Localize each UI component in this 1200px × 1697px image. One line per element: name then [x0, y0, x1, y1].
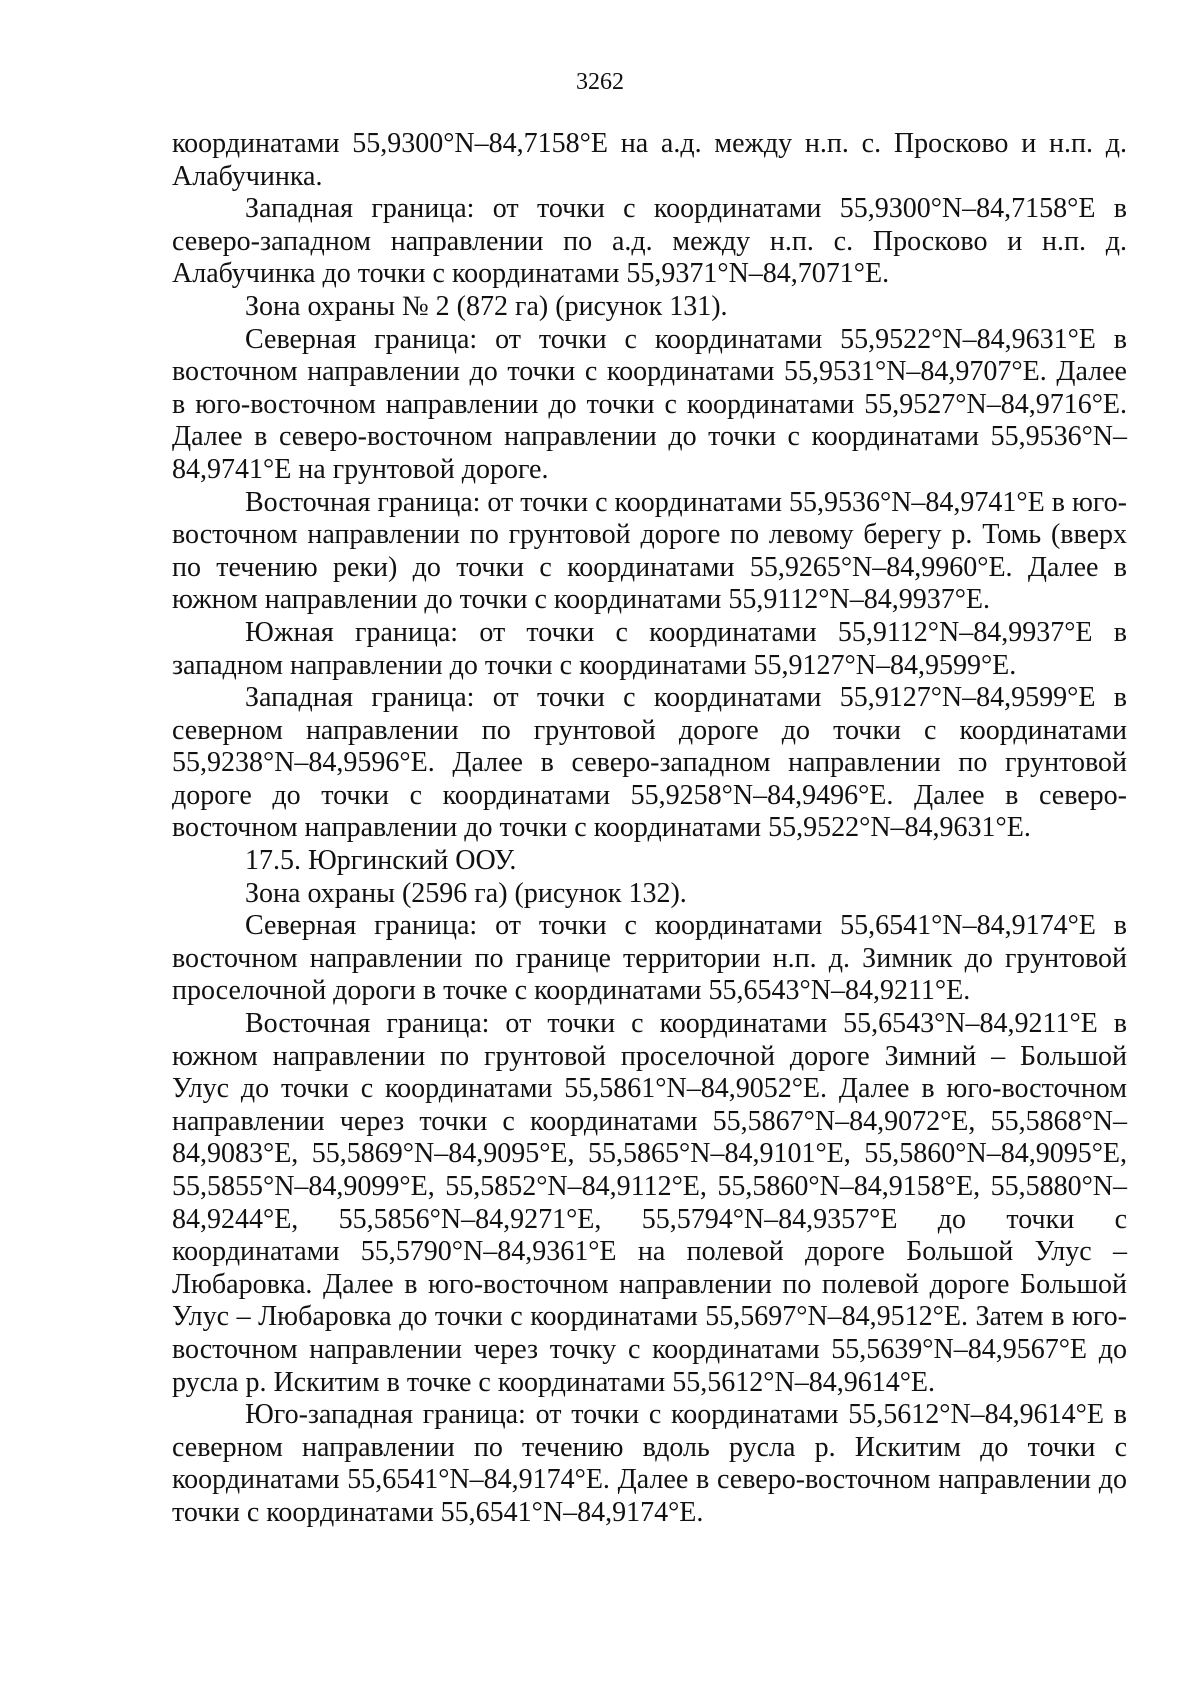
paragraph-continuation: координатами 55,9300°N–84,7158°E на а.д. между н.п. с. Просково и н.п. д. Алабучинка. [172, 128, 1127, 192]
paragraph-west-border-2: Западная граница: от точки с координатами 55,9127°N–84,9599°E в северном направлении по грунтовой дороге до точки с координатами 55,9238°N–84,9596°E. Далее в северо-западном направлении по грунтовой дороге до точки с координатами 55,9258°N–84,9496°E. Далее в северо-восточном направлении до точки с координатами 55,9522°N–84,9631°E. [172, 682, 1127, 844]
paragraph-west-border-1: Западная граница: от точки с координатами 55,9300°N–84,7158°E в северо-западном направлении по а.д. между н.п. с. Просково и н.п. д. Алабучинка до точки с координатами 55,9371°N–84,7071°E. [172, 193, 1127, 290]
paragraph-east-border-1: Восточная граница: от точки с координатами 55,9536°N–84,9741°E в юго-восточном направлении по грунтовой дороге по левому берегу р. Томь (вверх по течению реки) до точки с координатами 55,9265°N–84,9960°E. Далее в южном направлении до точки с координатами 55,9112°N–84,9937°E. [172, 486, 1127, 616]
paragraph-east-border-2: Восточная граница: от точки с координатами 55,6543°N–84,9211°E в южном направлении по грунтовой проселочной дороге Зимний – Большой Улус до точки с координатами 55,5861°N–84,9052°E. Далее в юго-восточном направлении через точки с координатами 55,5867°N–84,9072°E, 55,5868°N–84,9083°E, 55,5869°N–84,9095°E, 55,5865°N–84,9101°E, 55,5860°N–84,9095°E, 55,5855°N–84,9099°E, 55,5852°N–84,9112°E, 55,5860°N–84,9158°E, 55,5880°N–84,9244°E, 55,5856°N–84,9271°E, 55,5794°N–84,9357°E до точки с координатами 55,5790°N–84,9361°E на полевой дороге Большой Улус – Любаровка. Далее в юго-восточном направлении по полевой дороге Большой Улус – Любаровка до точки с координатами 55,5697°N–84,9512°E. Затем в юго-восточном направлении через точку с координатами 55,5639°N–84,9567°E до русла р. Искитим в точке с координатами 55,5612°N–84,9614°E. [172, 1008, 1127, 1398]
paragraph-protection-zone-2: Зона охраны № 2 (872 га) (рисунок 131). [245, 290, 728, 322]
paragraph-southwest-border: Юго-западная граница: от точки с координатами 55,5612°N–84,9614°E в северном направлении по течению вдоль русла р. Искитим до точки с координатами 55,6541°N–84,9174°E. Далее в северо-восточном направлении до точки с координатами 55,6541°N–84,9174°E. [172, 1399, 1127, 1528]
document-body [172, 128, 1127, 1530]
paragraph-south-border-1: Южная граница: от точки с координатами 55,9112°N–84,9937°E в западном направлении до точки с координатами 55,9127°N–84,9599°E. [172, 616, 1127, 681]
section-heading-17-5: 17.5. Юргинский ООУ. [245, 845, 517, 877]
paragraph-north-border-1: Северная граница: от точки с координатами 55,9522°N–84,9631°E в восточном направлении до точки с координатами 55,9531°N–84,9707°E. Далее в юго-восточном направлении до точки с координатами 55,9527°N–84,9716°E. Далее в северо-восточном направлении до точки с координатами 55,9536°N–84,9741°E на грунтовой дороге. [172, 323, 1127, 485]
page-number: 3262 [576, 69, 624, 95]
paragraph-protection-zone: Зона охраны (2596 га) (рисунок 132). [245, 877, 687, 909]
paragraph-north-border-2: Северная граница: от точки с координатами 55,6541°N–84,9174°E в восточном направлении по границе территории н.п. д. Зимник до грунтовой проселочной дороги в точке с координатами 55,6543°N–84,9211°E. [172, 910, 1127, 1007]
